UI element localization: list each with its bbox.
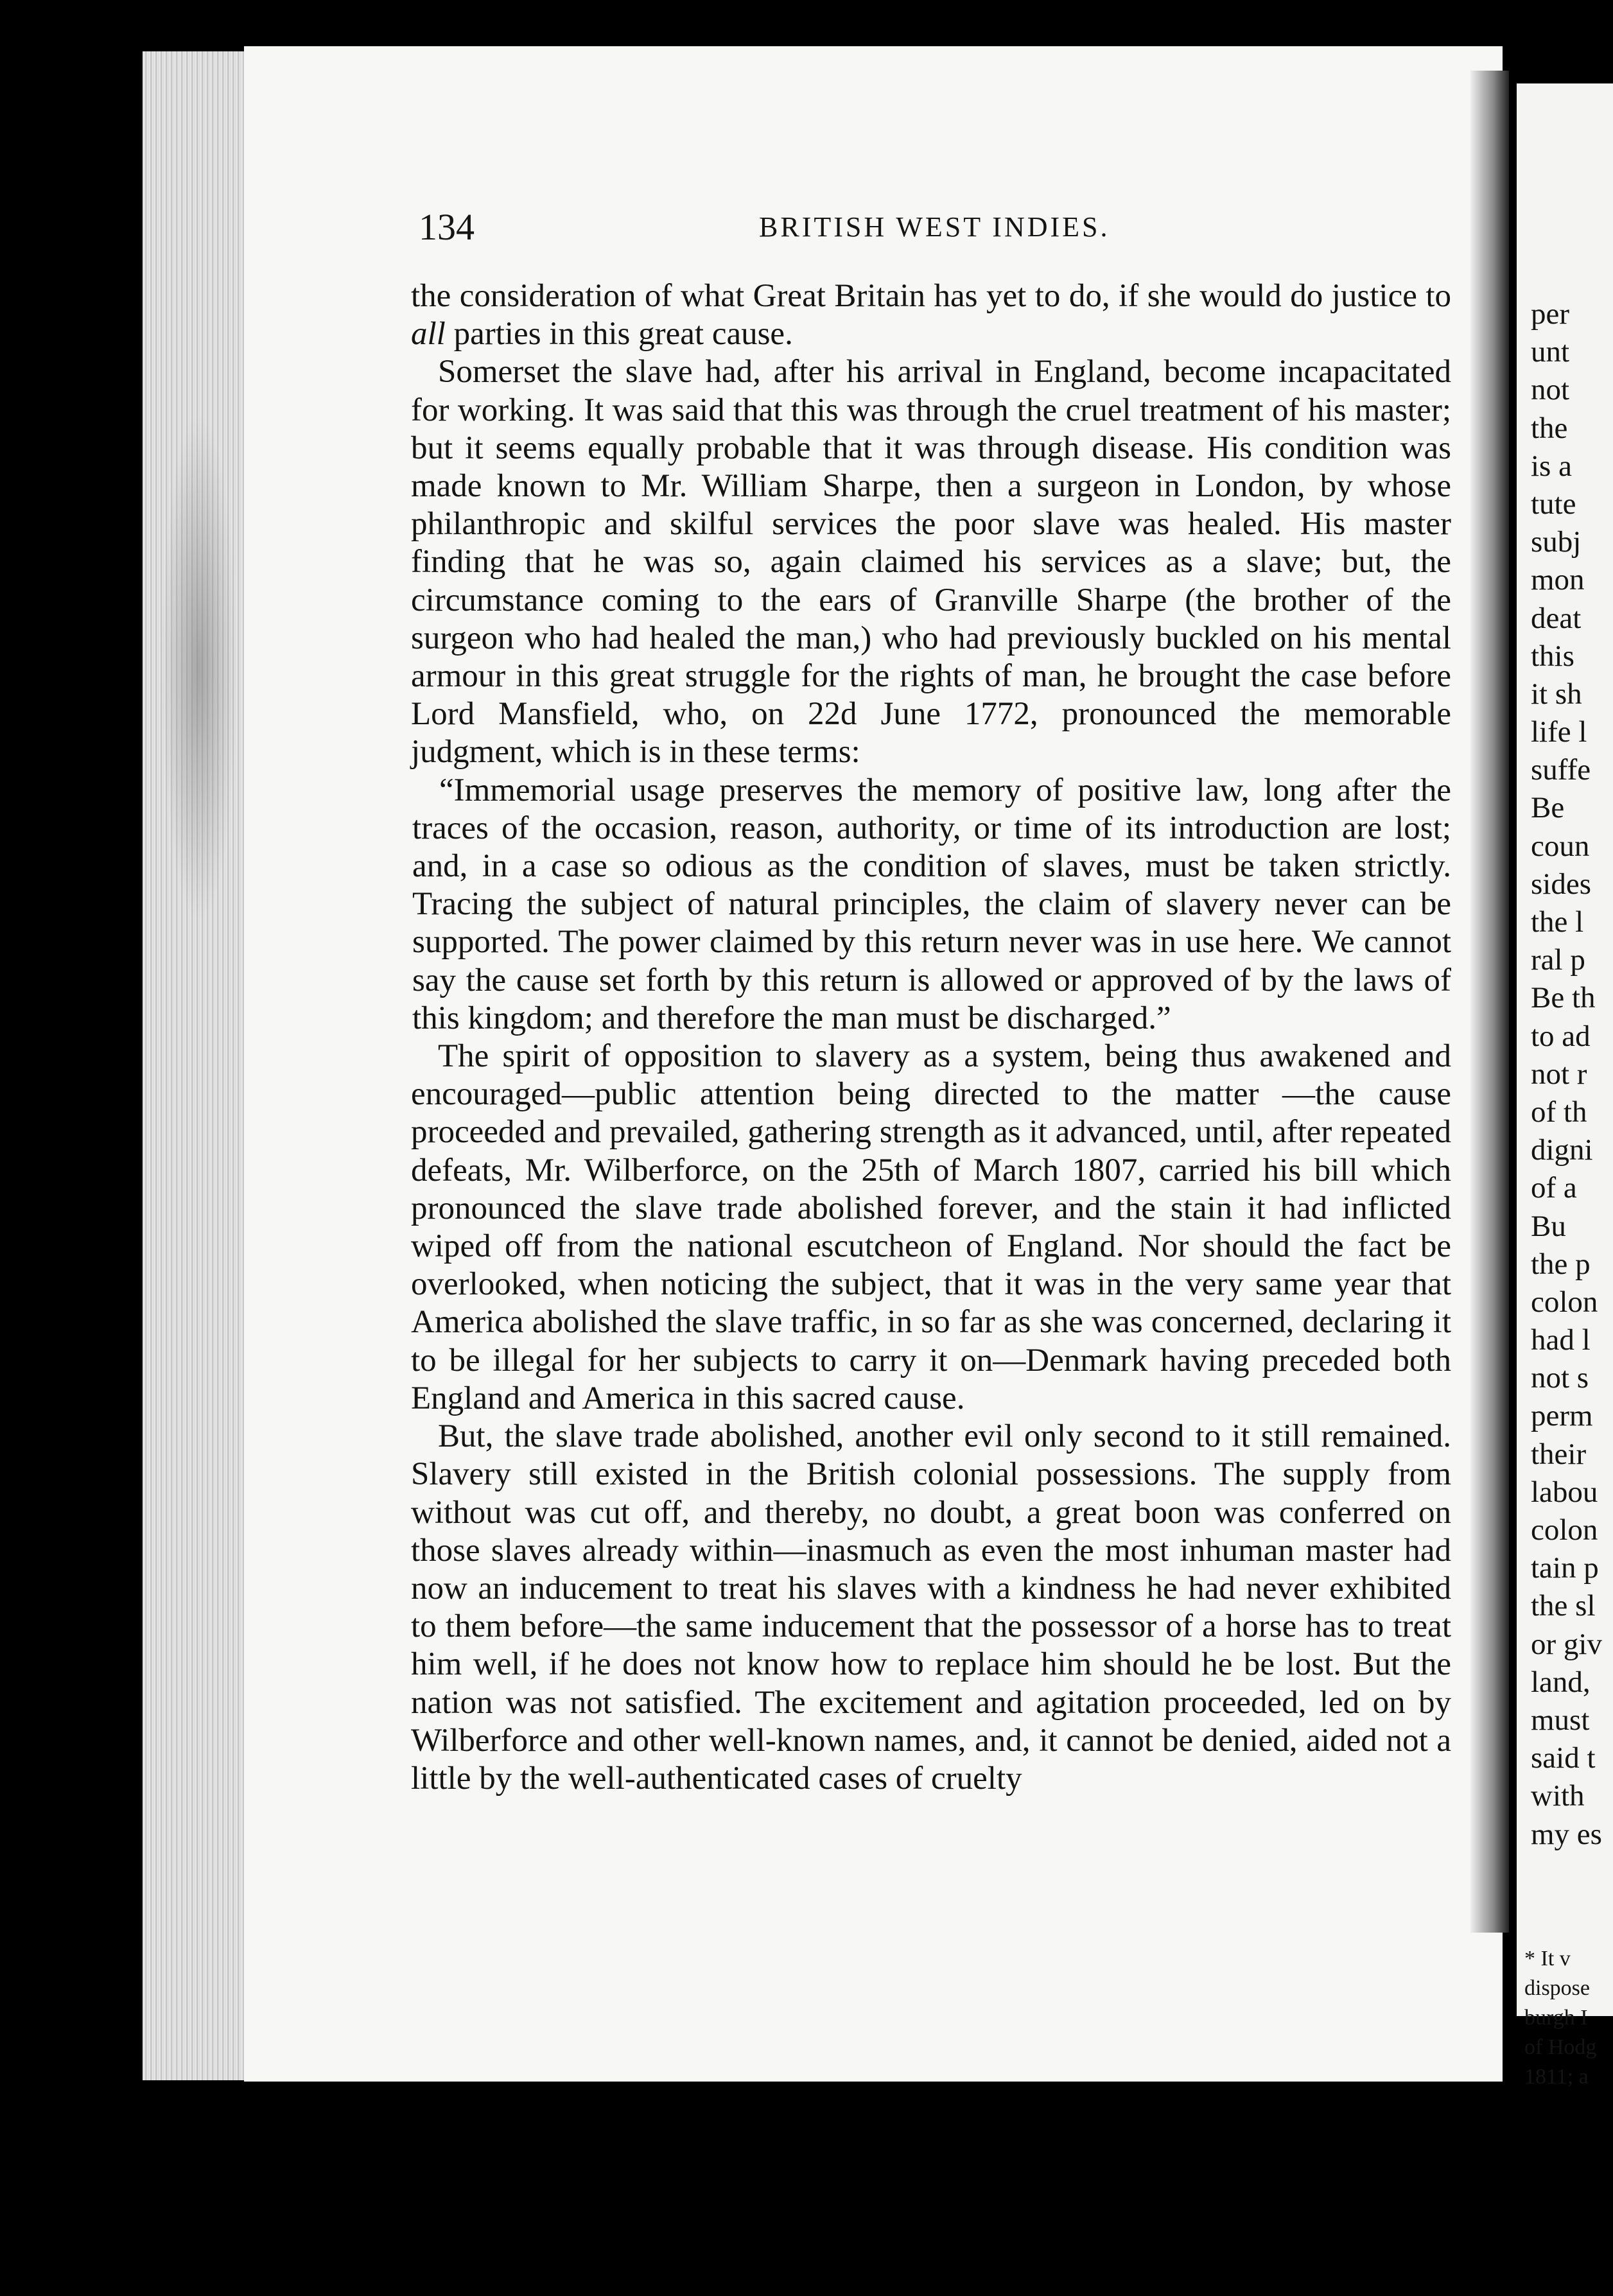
facing-page-line: digni (1531, 1133, 1593, 1167)
facing-page-line: their (1531, 1437, 1587, 1471)
facing-page-footnote-line: dispose (1524, 1976, 1590, 2000)
facing-page-line: ral p (1531, 943, 1585, 977)
facing-page-line: deat (1531, 601, 1582, 635)
facing-page-line: unt (1531, 335, 1570, 369)
facing-page-line: sides (1531, 867, 1591, 901)
facing-page-line: the l (1531, 905, 1584, 939)
facing-page-line: mon (1531, 563, 1585, 597)
facing-page-line: the sl (1531, 1589, 1596, 1623)
facing-page-lines (1517, 295, 1602, 1854)
facing-page-footnote-line: * It v (1524, 1947, 1571, 1970)
facing-page-line: colon (1531, 1513, 1598, 1547)
facing-page-line: coun (1531, 829, 1590, 863)
facing-page-footnote-line: burgh I (1524, 2006, 1588, 2030)
page-header (419, 205, 1485, 257)
facing-page-line: of a (1531, 1171, 1577, 1205)
facing-page-line: not r (1531, 1057, 1587, 1091)
page-number: 134 (419, 206, 475, 248)
facing-page-line: life l (1531, 715, 1587, 749)
facing-page-footnotes (1517, 1944, 1596, 2092)
facing-page-line: Bu (1531, 1209, 1566, 1243)
facing-page-footnote-line: of Hodg (1524, 2035, 1597, 2059)
facing-page-line: the (1531, 411, 1568, 445)
facing-page-line: Be th (1531, 981, 1596, 1015)
facing-page-line: not s (1531, 1361, 1589, 1395)
facing-page-line: labou (1531, 1475, 1598, 1509)
facing-page-line: or giv (1531, 1627, 1602, 1661)
facing-page-line: not (1531, 373, 1570, 407)
facing-page-line: suffe (1531, 753, 1591, 787)
paragraph: The spirit of opposition to slavery as a system, being thus awakened and encouraged—public attention being directed to the matter —the cause proceeded and prevailed, gathering strength as it advanced, until, after repeated defeats, Mr. Wilberforce, on the 25th of March 1807, carried his bill which pronounced the slave trade abolished forever, and the stain it had inflicted wiped off from the national escutcheon of England. Nor should the fact be overlooked, when noticing the subject, that it was in the very same year that America abolished the slave traffic, in so far as she was concerned, declaring it to be illegal for her subjects to carry it on—Denmark having preceded both England and America in this sacred cause. (411, 1038, 1451, 1416)
facing-page-line: Bе (1531, 791, 1565, 825)
facing-page-line: my es (1531, 1817, 1602, 1851)
facing-page-line: to ad (1531, 1019, 1591, 1053)
facing-page-footnote-line: 1811; a (1524, 2065, 1589, 2089)
facing-page-line: perm (1531, 1399, 1593, 1433)
facing-page-line: colon (1531, 1285, 1598, 1319)
paragraph: Somerset the slave had, after his arrival in England, become incapacitated for working. It was said that this was through the cruel treatment of his master; but it seems equally probable that it was through disease. His condition was made known to Mr. William Sharpe, then a surgeon in London, by whose philanthropic and skilful services the poor slave was healed. His master finding that he was so, again claimed his services as a slave; but, the circumstance coming to the ears of Granville Sharpe (the brother of the surgeon who had healed the man,) who had previously buckled on his mental armour in this great struggle for the rights of man, he brought the case before Lord Mansfield, who, on 22d June 1772, pronounced the memorable judgment, which is in these terms: (411, 354, 1451, 770)
emphasis: all (411, 316, 446, 352)
facing-page-line: said t (1531, 1741, 1596, 1775)
facing-page-line: the p (1531, 1247, 1591, 1281)
facing-page-line: per (1531, 297, 1570, 331)
paragraph: “Immemorial usage preserves the memory of positive law, long after the traces of the occasion, reason, authority, or time of its introduction are lost; and, in a case so odious as the condition of slaves, must be taken strictly. Tracing the subject of natural principles, the claim of slavery never can be supported. The power claimed by this return never was in use here. We cannot say the cause set forth by this return is allowed or approved of by the laws of this kingdom; and therefore the man must be discharged.” (412, 772, 1451, 1036)
facing-page-line: must (1531, 1703, 1590, 1737)
facing-page-line: tute (1531, 487, 1576, 521)
facing-page (1517, 83, 1613, 2089)
body-text (411, 277, 1451, 1798)
facing-page-line: with (1531, 1779, 1585, 1813)
facing-page-line: tain p (1531, 1551, 1599, 1585)
paragraph: the consideration of what Great Britain has yet to do, if she would do justice to all parties in this great cause. (411, 278, 1451, 352)
facing-page-line: is a (1531, 449, 1572, 483)
page-shadow (161, 411, 238, 925)
page-edges (143, 51, 258, 2080)
facing-page-line: land, (1531, 1665, 1591, 1699)
facing-page-line: this (1531, 639, 1574, 673)
facing-page-line: of th (1531, 1095, 1587, 1129)
facing-page-line: subj (1531, 525, 1582, 559)
running-head: BRITISH WEST INDIES. (759, 211, 1110, 243)
paragraph: But, the slave trade abolished, another evil only second to it still remained. Slavery still existed in the British colonial possessions. The supply from without was cut off, and thereby, no doubt, a great boon was conferred on those slaves already within—inasmuch as even the most inhuman master had now an inducement to treat his slaves with a kindness he had never exhibited to them before—the same inducement that the possessor of a horse has to treat him well, if he does not know how to replace him should he be lost. But the nation was not satisfied. The excitement and agitation proceeded, led on by Wilberforce and other well-known names, and, it cannot be denied, aided not a little by the well-authenticated cases of cruelty (411, 1418, 1451, 1796)
book-gutter (1470, 71, 1509, 1933)
facing-page-line: it sh (1531, 677, 1582, 711)
facing-page-line: had l (1531, 1323, 1591, 1357)
